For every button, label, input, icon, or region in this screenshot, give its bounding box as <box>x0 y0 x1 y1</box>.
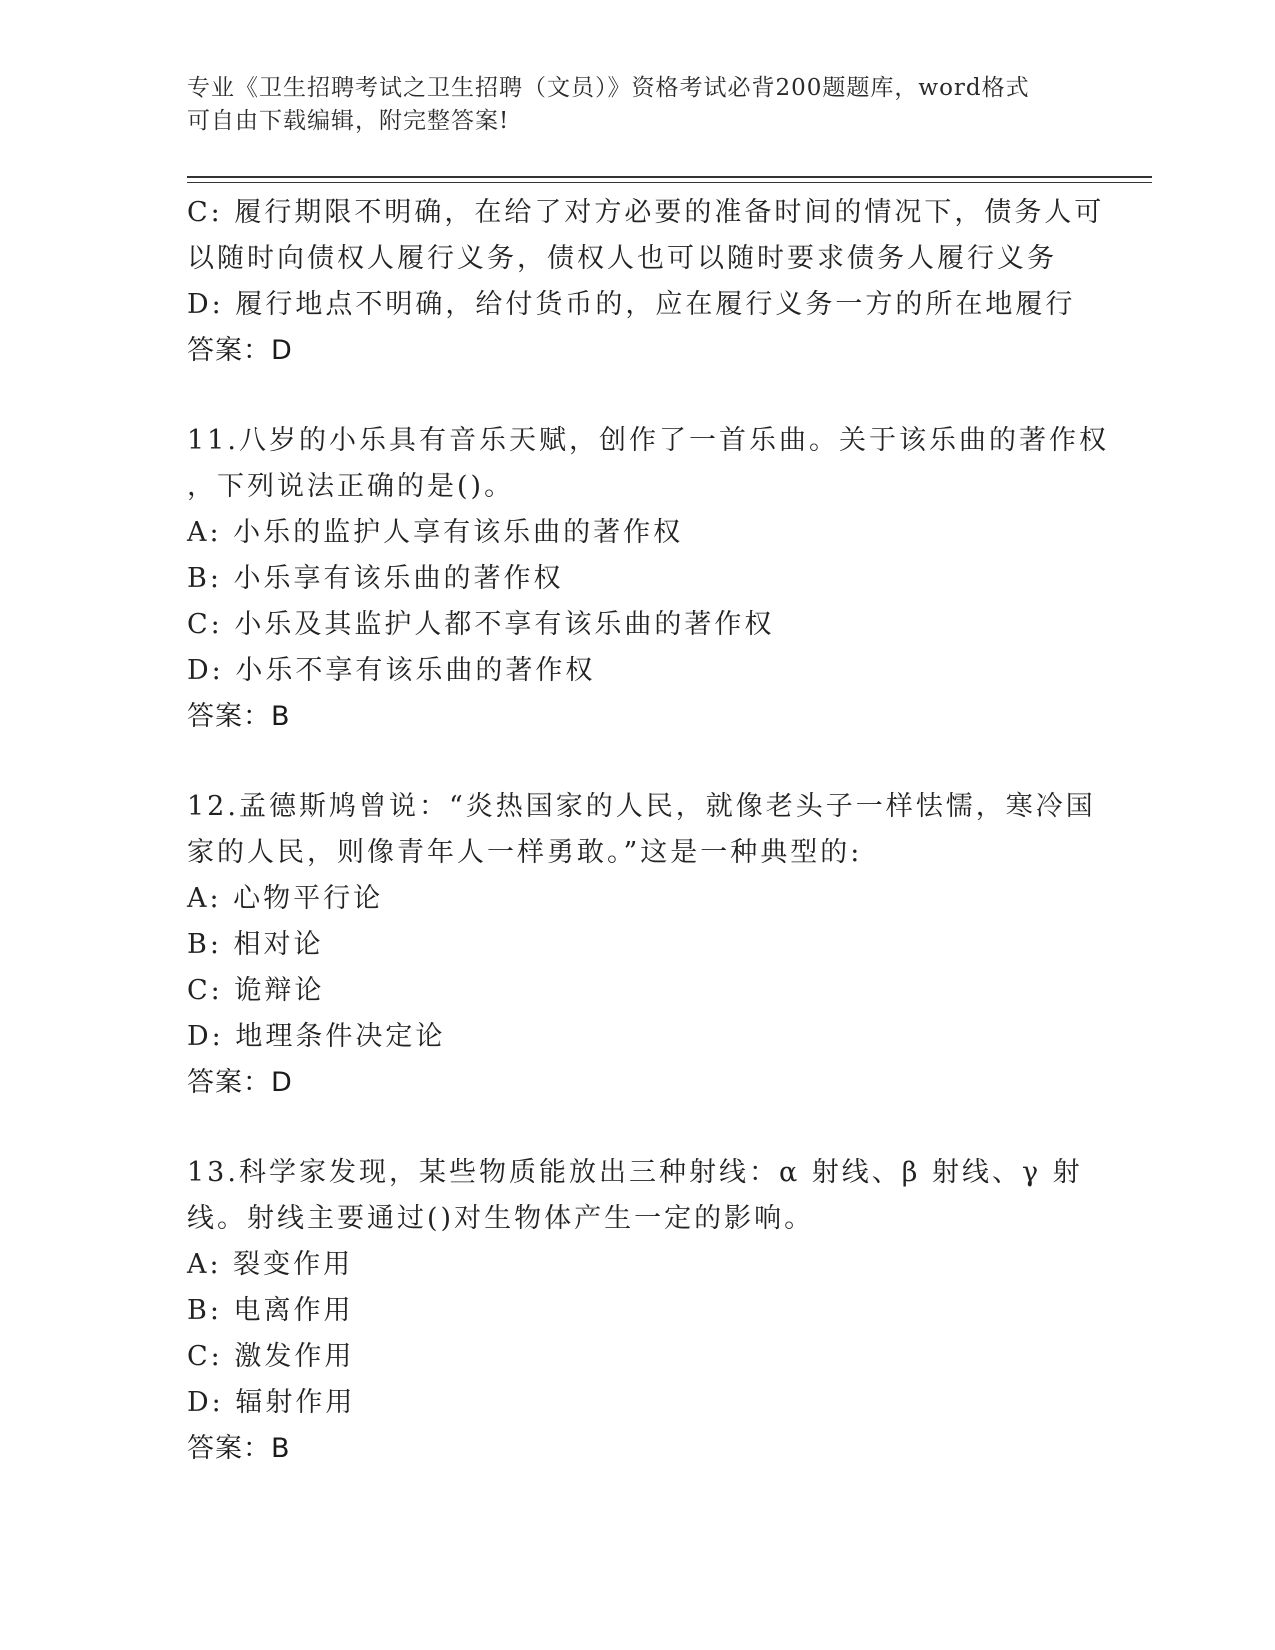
answer: 答案：D <box>187 335 293 366</box>
question-text-line-2: 线。射线主要通过()对生物体产生一定的影响。 <box>187 1203 815 1234</box>
answer: 答案：D <box>187 1067 293 1098</box>
document-header <box>187 72 1067 138</box>
answer: 答案：B <box>187 701 291 732</box>
question-12 <box>187 784 1096 1106</box>
question-text-line-2: 家的人民，则像青年人一样勇敢。”这是一种典型的: <box>187 837 863 868</box>
question-text-line-2: ，下列说法正确的是()。 <box>187 471 515 502</box>
option-b: B: 电离作用 <box>187 1295 354 1326</box>
option-c-line-2: 以随时向债权人履行义务，债权人也可以随时要求债务人履行义务 <box>187 243 1057 274</box>
question-text-line-1: 11.八岁的小乐具有音乐天赋，创作了一首乐曲。关于该乐曲的著作权 <box>187 425 1109 456</box>
option-d: D: 辐射作用 <box>187 1387 356 1418</box>
question-11 <box>187 418 1109 740</box>
option-a: A: 小乐的监护人享有该乐曲的著作权 <box>187 517 684 548</box>
option-c: C: 激发作用 <box>187 1341 355 1372</box>
question-text-line-1: 13.科学家发现，某些物质能放出三种射线：α 射线、β 射线、γ 射 <box>187 1157 1083 1188</box>
option-c: C: 诡辩论 <box>187 975 325 1006</box>
question-text-line-1: 12.孟德斯鸠曾说：“炎热国家的人民，就像老头子一样怯懦，寒冷国 <box>187 791 1096 822</box>
header-line-1: 专业《卫生招聘考试之卫生招聘（文员）》资格考试必背200题题库，word格式 <box>187 75 1030 101</box>
option-c: C: 小乐及其监护人都不享有该乐曲的著作权 <box>187 609 775 640</box>
question-13 <box>187 1150 1087 1472</box>
option-c-line-1: C: 履行期限不明确，在给了对方必要的准备时间的情况下，债务人可 <box>187 197 1105 228</box>
answer: 答案：B <box>187 1433 291 1464</box>
header-line-2: 可自由下载编辑，附完整答案! <box>187 108 510 134</box>
header-divider-thick <box>187 176 1152 178</box>
option-b: B: 小乐享有该乐曲的著作权 <box>187 563 564 594</box>
option-d: D: 小乐不享有该乐曲的著作权 <box>187 655 596 686</box>
option-d: D: 履行地点不明确，给付货币的，应在履行义务一方的所在地履行 <box>187 289 1076 320</box>
previous-question-tail <box>187 190 1105 374</box>
option-a: A: 裂变作用 <box>187 1249 354 1280</box>
option-a: A: 心物平行论 <box>187 883 384 914</box>
document-body <box>187 190 1109 1472</box>
option-d: D: 地理条件决定论 <box>187 1021 446 1052</box>
option-b: B: 相对论 <box>187 929 324 960</box>
header-divider-thin <box>187 182 1152 183</box>
